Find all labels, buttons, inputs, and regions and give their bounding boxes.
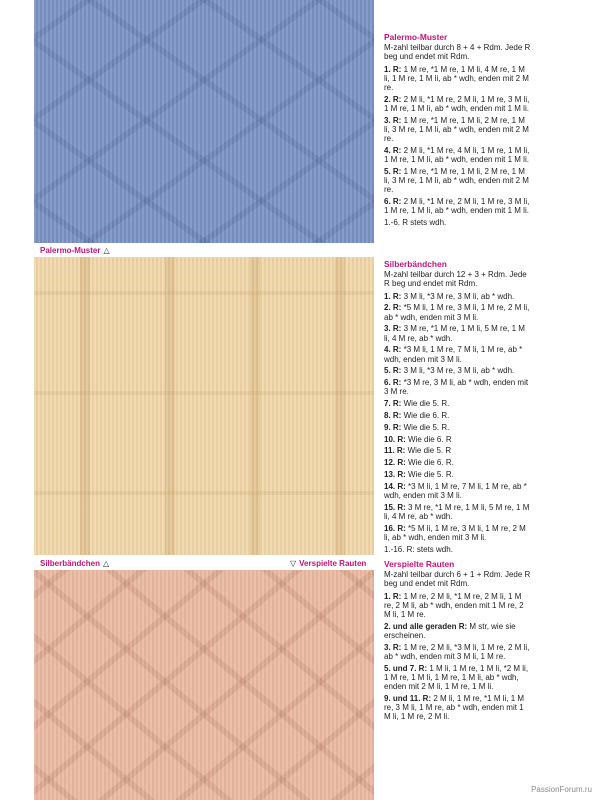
- row-text: Wie die 5. R.: [403, 399, 450, 409]
- row-label: 6. R:: [384, 197, 402, 207]
- row-instruction: [384, 503, 532, 521]
- rauten-swatch-photo: [34, 570, 374, 800]
- row-text: 3 M re, *1 M re, 1 M li, 5 M re, 1 M li, 4 M re, ab * wdh.: [384, 324, 525, 343]
- section-intro: M-zahl teilbar durch 12 + 3 + Rdm. Jede R beg und endet mit Rdm.: [384, 270, 527, 289]
- row-text: *3 M li, 1 M re, 7 M li, 1 M re, ab * wdh, enden mit 3 M li.: [384, 481, 527, 500]
- section-footer: 1.-6. R stets wdh.: [384, 218, 447, 228]
- row-instruction: [384, 292, 532, 301]
- row-text: *3 M re, 3 M li, ab * wdh, enden mit 3 M re.: [384, 378, 529, 397]
- row-text: 3 M re, *1 M re, 1 M li, 5 M re, 1 M li, 4 M re, ab * wdh.: [384, 502, 530, 521]
- row-instruction: [384, 411, 532, 420]
- section-heading: Verspielte Rauten: [384, 559, 455, 569]
- palermo-instructions: [384, 33, 532, 230]
- row-label: 8. R:: [384, 411, 402, 420]
- row-text: 1 M re, 2 M li, *3 M li, 1 M re, 2 M li, ab * wdh, enden mit 3 M li, 1 M re.: [384, 642, 530, 662]
- row-instruction: [384, 95, 532, 113]
- row-label: 5. R:: [384, 366, 402, 376]
- row-text: 1 M re, *1 M re, 1 M li, 2 M re, 1 M li, 3 M re, 1 M li, ab * wdh, enden mit 2 M re.: [384, 115, 529, 144]
- row-label: 3. R:: [384, 642, 402, 652]
- row-text: 3 M li, *3 M re, 3 M li, ab * wdh.: [403, 366, 515, 376]
- row-instruction: [384, 435, 532, 444]
- row-instruction: [384, 622, 532, 640]
- row-text: 2 M li, 1 M re, *1 M li, 1 M re, 3 M li, 1 M re, ab * wdh, enden mit 1 M li, 1 M re, 2 M li.: [384, 694, 525, 722]
- row-text: 1 M re, 2 M li, *1 M re, 2 M li, 1 M re, 2 M li, ab * wdh, enden mit 1 M re, 2 M li, 1 M re.: [384, 591, 524, 620]
- row-text: Wie die 5. R: [407, 446, 452, 456]
- row-text: *3 M li, 1 M re, 7 M li, 1 M re, ab * wdh, enden mit 3 M li.: [384, 345, 523, 364]
- row-text: Wie die 6. R: [408, 434, 452, 444]
- row-instruction: [384, 482, 532, 500]
- row-text: 2 M li, *1 M re, 2 M li, 1 M re, 3 M li, 1 M re, 1 M li, ab * wdh, enden mit 1 M li.: [384, 197, 530, 216]
- row-instruction: [384, 470, 532, 479]
- row-label: 5. R:: [384, 167, 402, 177]
- row-instruction: [384, 345, 532, 363]
- row-instruction: [384, 592, 532, 620]
- row-text: 3 M li, *3 M re, 3 M li, ab * wdh.: [403, 291, 515, 301]
- row-label: 2. R:: [384, 303, 402, 313]
- row-text: Wie die 5. R.: [403, 422, 450, 432]
- row-text: 1 M re, *1 M re, 1 M li, 4 M re, 1 M li, 1 M re, 1 M li, ab * wdh, enden mit 2 M re.: [384, 64, 529, 93]
- row-instruction: [384, 399, 532, 408]
- row-label: 12. R:: [384, 458, 406, 468]
- row-instruction: [384, 664, 532, 692]
- row-instruction: [384, 643, 532, 661]
- row-text: *5 M li, 1 M re, 3 M li, 1 M re, 2 M li, ab * wdh, enden mit 3 M li.: [384, 303, 530, 322]
- site-watermark: PassionForum.ru: [531, 785, 592, 794]
- silber-swatch-photo: [34, 257, 374, 555]
- row-label: 14. R:: [384, 481, 406, 491]
- row-instruction: [384, 324, 532, 342]
- row-instruction: [384, 694, 532, 722]
- silber-instructions: [384, 260, 532, 557]
- silber-caption-text: Silberbändchen: [40, 559, 101, 568]
- row-text: *5 M li, 1 M re, 3 M li, 1 M re, 2 M li, ab * wdh, enden mit 3 M li.: [384, 523, 526, 542]
- row-instruction: [384, 116, 532, 144]
- row-instruction: [384, 65, 532, 93]
- row-label: 10. R:: [384, 434, 406, 444]
- row-label: 9. R:: [384, 422, 402, 432]
- up-triangle-icon: △: [103, 246, 110, 255]
- row-label: 4. R:: [384, 345, 402, 355]
- row-label: 16. R:: [384, 523, 406, 533]
- row-instruction: [384, 458, 532, 467]
- row-text: Wie die 5. R.: [408, 469, 454, 479]
- row-instruction: [384, 146, 532, 164]
- row-label: 4. R:: [384, 146, 402, 156]
- rauten-caption: [290, 559, 366, 568]
- row-label: 3. R:: [384, 115, 402, 125]
- row-instruction: [384, 378, 532, 396]
- row-instruction: [384, 167, 532, 195]
- row-text: 1 M li, 1 M re, 1 M li, *2 M li, 1 M re, 1 M li, 1 M re, 1 M li, ab * wdh, enden mit 2 M li, 1 M re, 1 M li.: [384, 663, 529, 692]
- section-intro: M-zahl teilbar durch 6 + 1 + Rdm. Jede R beg und endet mit Rdm.: [384, 570, 531, 589]
- palermo-caption: [40, 246, 110, 255]
- row-text: Wie die 6. R.: [403, 411, 450, 420]
- row-label: 7. R:: [384, 399, 402, 409]
- row-instruction: [384, 524, 532, 542]
- row-text: 2 M li, *1 M re, 4 M li, 1 M re, 1 M li, 1 M re, 1 M li, ab * wdh, enden mit 1 M li.: [384, 146, 530, 165]
- rauten-caption-text: Verspielte Rauten: [299, 559, 367, 568]
- row-instruction: [384, 303, 532, 321]
- row-instruction: [384, 446, 532, 455]
- row-label: 15. R:: [384, 502, 406, 512]
- row-text: 2 M li, *1 M re, 2 M li, 1 M re, 3 M li, 1 M re, 1 M li, ab * wdh, enden mit 1 M li.: [384, 94, 530, 114]
- palermo-swatch-photo: [34, 0, 374, 243]
- row-text: M str, wie sie erscheinen.: [384, 621, 516, 641]
- row-text: Wie die 6. R.: [408, 458, 454, 468]
- down-triangle-icon: ▽: [290, 559, 297, 568]
- silber-caption: [40, 559, 109, 568]
- row-label: 9. und 11. R:: [384, 694, 432, 704]
- row-label: 1. R:: [384, 591, 402, 601]
- row-instruction: [384, 423, 532, 432]
- rauten-instructions: [384, 560, 532, 724]
- row-label: 11. R:: [384, 446, 406, 456]
- section-heading: Palermo-Muster: [384, 32, 448, 42]
- up-triangle-icon: △: [103, 559, 110, 568]
- row-label: 6. R:: [384, 378, 402, 388]
- row-label: 2. R:: [384, 94, 402, 104]
- section-heading: Silberbändchen: [384, 259, 447, 269]
- palermo-caption-text: Palermo-Muster: [40, 246, 101, 255]
- row-label: 13. R:: [384, 469, 406, 479]
- section-intro: M-zahl teilbar durch 8 + 4 + Rdm. Jede R beg und endet mit Rdm.: [384, 43, 531, 62]
- row-instruction: [384, 197, 532, 215]
- row-text: 1 M re, *1 M re, 1 M li, 2 M re, 1 M li, 3 M re, 1 M li, ab * wdh, enden mit 2 M re.: [384, 167, 529, 195]
- row-label: 1. R:: [384, 291, 402, 301]
- row-label: 5. und 7. R:: [384, 663, 428, 673]
- row-instruction: [384, 366, 532, 375]
- row-label: 2. und alle geraden R:: [384, 621, 468, 631]
- row-label: 3. R:: [384, 324, 402, 334]
- row-label: 1. R:: [384, 64, 402, 74]
- section-footer: 1.-16. R: stets wdh.: [384, 544, 453, 554]
